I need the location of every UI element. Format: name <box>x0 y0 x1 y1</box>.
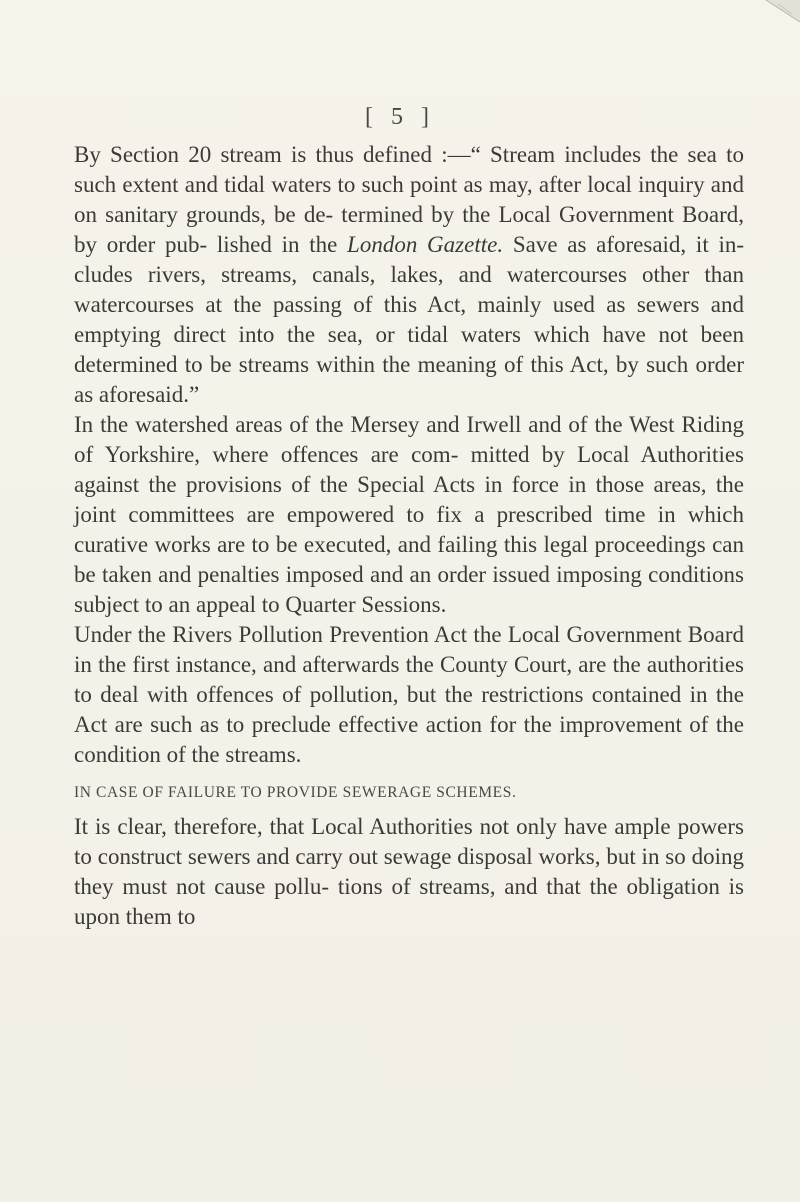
paragraph-section-20 <box>74 140 744 410</box>
paragraph-section-20-part-b: Save as aforesaid, it in- cludes rivers, streams, canals, lakes, and watercourses other than watercourses at the passing of this Act, mainly used as sewers and emptying direct into the sea, or tidal waters which have not been determined to be streams within the meaning of this Act, by such order as aforesaid.” <box>74 232 744 407</box>
section-heading: IN CASE OF FAILURE TO PROVIDE SEWERAGE SCHEMES. <box>74 784 517 801</box>
london-gazette-title: London Gazette. <box>347 232 504 257</box>
paragraph-local-authorities: It is clear, therefore, that Local Authorities not only have ample powers to construct sewers and carry out sewage disposal works, but in so doing they must not cause pollu- tions of streams, and that the obligation is upon them to <box>74 814 744 929</box>
paragraph-rivers-pollution-act: Under the Rivers Pollution Prevention Act the Local Government Board in the first instance, and afterwards the County Court, are the authorities to deal with offences of pollution, but the restrictions contained in the Act are such as to preclude effective action for the improvement of the condition of the streams. <box>74 622 744 767</box>
paragraph-watershed-areas: In the watershed areas of the Mersey and Irwell and of the West Riding of Yorkshire, where offences are com- mitted by Local Authorities against the provisions of the Special Acts in force in those areas, the joint committees are empowered to fix a prescribed time in which curative works are to be executed, and failing this legal proceedings can be taken and penalties imposed and an order issued imposing conditions subject to an appeal to Quarter Sessions. <box>74 412 744 617</box>
paragraph-section-20-part-a: By Section 20 stream is thus defined :—“ Stream includes the sea to such extent and tidal waters to such point as may, after local inquiry and on sanitary grounds, be de- termined by the Local Government Board, by order pub- lished in the <box>74 142 744 257</box>
page-corner-fold <box>760 0 800 30</box>
page-number: [ 5 ] <box>365 104 435 130</box>
body-text <box>74 140 744 932</box>
